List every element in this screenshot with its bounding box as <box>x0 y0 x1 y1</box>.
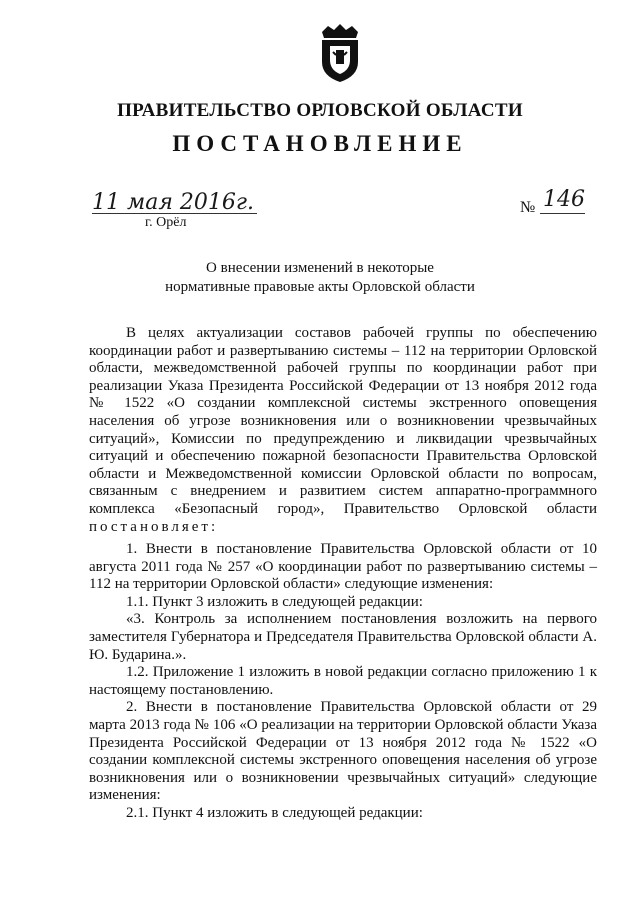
subject-line-2: нормативные правовые акты Орловской области <box>165 279 475 295</box>
government-title: ПРАВИТЕЛЬСТВО ОРЛОВСКОЙ ОБЛАСТИ <box>117 100 523 121</box>
city-label: г. Орёл <box>145 215 187 230</box>
orel-region-coat-of-arms-icon <box>316 22 364 84</box>
number-underline <box>540 213 585 214</box>
document-subject <box>0 259 640 297</box>
clause-2-1: 2.1. Пункт 4 изложить в следующей редакции: <box>126 804 423 821</box>
clause-2: 2. Внести в постановление Правительства Орловской области от 29 марта 2013 года № 106 «О реализации на территории Орловской области Указа Президента Российской Федерации от 13 ноября 2012 года № 1522 «О создании комплексной системы экстренного оповещения населения об угрозе возникновения или о возникновении чрезвычайных ситуаций» следующие изменения: <box>89 699 597 804</box>
clause-1-2: 1.2. Приложение 1 изложить в новой редакции согласно приложению 1 к настоящему постановлению. <box>89 664 597 698</box>
clause-1: 1. Внести в постановление Правительства Орловской области от 10 августа 2011 года № 257 «О координации работ по развертыванию системы – 112 на территории Орловской области» следующие изменения: <box>89 541 597 593</box>
number-sign: № <box>520 199 536 216</box>
clause-1-1: 1.1. Пункт 3 изложить в следующей редакции: <box>126 593 423 610</box>
preamble-text: В целях актуализации составов рабочей группы по обеспечению координации работ и развертыванию системы – 112 на территории Орловской области, межведомственной рабочей группы по координации работ при реализации Указа Президента Российской Федерации от 13 ноября 2012 года № 1522 «О создании комплексной системы экстренного оповещения населения об угрозе возникновения или о возникновении чрезвычайных ситуаций», Комиссии по предупреждению и ликвидации чрезвычайных ситуаций и обеспечению пожарной безопасности Правительства Орловской области и Межведомственной комиссии Орловской области по вопросам, связанным с внедрением и развитием систем аппаратно-программного комплекса «Безопасный город», Правительство Орловской области <box>89 325 597 517</box>
signature-date: 11 мая 2016г. <box>92 190 255 215</box>
document-type: ПОСТАНОВЛЕНИЕ <box>172 131 468 156</box>
subject-line-1: О внесении изменений в некоторые <box>206 260 434 276</box>
date-underline <box>92 213 257 214</box>
document-number: 146 <box>543 187 585 212</box>
preamble <box>89 325 597 536</box>
resolves-word: постановляет: <box>89 518 219 535</box>
clauses-list <box>89 541 597 823</box>
clause-quote-3: «3. Контроль за исполнением постановления возложить на первого заместителя Губернатора и Председателя Правительства Орловской области А. Ю. Бударина.». <box>89 611 597 663</box>
